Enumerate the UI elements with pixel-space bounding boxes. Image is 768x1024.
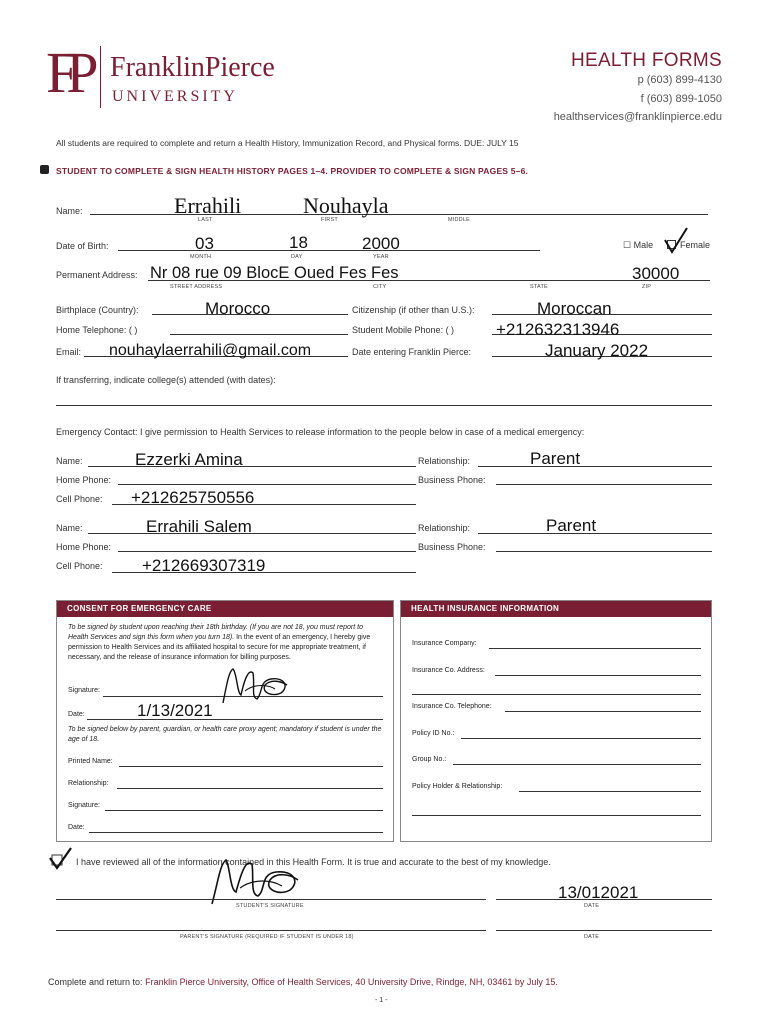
- dob-line[interactable]: [118, 250, 540, 251]
- logo-name: FranklinPierce: [110, 52, 275, 83]
- date-entering-value: January 2022: [545, 341, 649, 360]
- contact1-name-label: Name:: [56, 456, 83, 466]
- insurance-telephone-line[interactable]: [505, 711, 701, 712]
- sub-street: STREET ADDRESS: [170, 284, 223, 290]
- consent-date2-line[interactable]: [89, 832, 383, 833]
- contact2-relationship-value: Parent: [546, 516, 597, 535]
- name-last-value: Errahili: [174, 193, 242, 218]
- emergency-intro: Emergency Contact: I give permission to Health Services to release information to the people below in case of a medical emergency:: [56, 427, 585, 437]
- sub-day: DAY: [291, 254, 303, 260]
- consent-signature-label: Signature:: [68, 687, 100, 694]
- contact2-business-line[interactable]: [496, 551, 712, 552]
- policy-holder-line[interactable]: [519, 791, 701, 792]
- insurance-address-line[interactable]: [495, 675, 701, 676]
- parent-date-label: DATE: [584, 934, 600, 940]
- logo-university: UNIVERSITY: [112, 88, 238, 105]
- logo-monogram: FP: [46, 40, 87, 105]
- contact1-home-line[interactable]: [118, 484, 416, 485]
- policy-holder-line2[interactable]: [412, 815, 701, 816]
- parent-signature-label: PARENT'S SIGNATURE (REQUIRED IF STUDENT IS UNDER 18): [180, 934, 354, 940]
- insurance-company-line[interactable]: [489, 648, 701, 649]
- parent-signature-line[interactable]: [56, 930, 486, 931]
- consent-rest-text: In the event of an emergency, I hereby give permission to Health Services and its affiliated hospital to secure for me appropriate treatment, if necessary, and the release of insurance information for billing purposes.: [68, 634, 371, 661]
- sub-month: MONTH: [190, 254, 212, 260]
- contact2-name-line[interactable]: [88, 533, 416, 534]
- insurance-telephone-label: Insurance Co. Telephone:: [412, 703, 492, 710]
- citizenship-value: Moroccan: [537, 299, 612, 318]
- contact1-relationship-label: Relationship:: [418, 456, 471, 466]
- attest-checkmark-icon: [48, 846, 74, 872]
- consent-date-value: 1/13/2021: [137, 701, 213, 720]
- header-phone: p (603) 899-4130: [637, 74, 722, 86]
- email-value: nouhaylaerrahili@gmail.com: [109, 342, 312, 359]
- consent-italic-text: To be signed by student upon reaching their 18th birthday. (If you are not 18, you must report to Health Services and sign this form when you turn 18).: [68, 624, 363, 641]
- sub-first: FIRST: [321, 217, 338, 223]
- contact2-relationship-label: Relationship:: [418, 523, 471, 533]
- contact1-business-line[interactable]: [496, 484, 712, 485]
- attest-date-value: 13/012021: [558, 883, 639, 902]
- sub-last: LAST: [198, 217, 213, 223]
- student-signature-line[interactable]: [56, 899, 486, 900]
- footer-prefix: Complete and return to:: [48, 977, 143, 987]
- name-first-value: Nouhayla: [303, 193, 389, 218]
- printed-name-label: Printed Name:: [68, 758, 113, 765]
- contact2-name-label: Name:: [56, 523, 83, 533]
- consent-parent-text: To be signed below by parent, guardian, or health care proxy agent; mandatory if student is under the age of 18.: [68, 726, 382, 743]
- citizenship-label: Citizenship (if other than U.S.):: [352, 305, 475, 315]
- student-signature-image-2: [204, 852, 316, 910]
- attest-date-label: DATE: [584, 903, 600, 909]
- header-fax: f (603) 899-1050: [640, 93, 722, 105]
- mobile-value: +212632313946: [496, 320, 620, 339]
- contact1-relationship-line[interactable]: [478, 466, 712, 467]
- transfer-line[interactable]: [56, 405, 712, 406]
- contact1-home-label: Home Phone:: [56, 475, 112, 485]
- checkmark-icon: [662, 226, 690, 256]
- student-signature-label: STUDENT'S SIGNATURE: [236, 903, 304, 909]
- printed-name-line[interactable]: [119, 766, 383, 767]
- sub-year: YEAR: [373, 254, 389, 260]
- sub-middle: MIDDLE: [448, 217, 470, 223]
- insurance-address-line2[interactable]: [412, 694, 701, 695]
- contact1-cell-value: +212625750556: [131, 488, 255, 507]
- instruction-text: STUDENT TO COMPLETE & SIGN HEALTH HISTORY PAGES 1–4. PROVIDER TO COMPLETE & SIGN PAGES 5–6.: [56, 166, 529, 176]
- student-signature-image: [215, 663, 301, 709]
- consent-date2-label: Date:: [68, 824, 85, 831]
- page-number: - 1 -: [375, 997, 388, 1004]
- street-value: Nr 08 rue 09 BlocE Oued Fes Fes: [150, 264, 399, 282]
- attest-text: I have reviewed all of the information contained in this Health Form. It is true and accurate to the best of my knowledge.: [76, 857, 551, 867]
- contact1-business-label: Business Phone:: [418, 475, 486, 485]
- female-label: Female: [680, 240, 711, 250]
- policy-holder-label: Policy Holder & Relationship:: [412, 783, 503, 790]
- zip-value: 30000: [632, 264, 680, 283]
- instruction-bullet: [40, 165, 49, 174]
- birthplace-label: Birthplace (Country):: [56, 305, 139, 315]
- parent-date-line[interactable]: [496, 930, 712, 931]
- group-no-line[interactable]: [453, 764, 701, 765]
- contact2-name-value: Errahili Salem: [146, 517, 252, 536]
- consent-signature2-label: Signature:: [68, 802, 100, 809]
- consent-parent-paragraph: [68, 725, 384, 745]
- dob-label: Date of Birth:: [56, 241, 109, 251]
- email-label: Email:: [56, 347, 82, 357]
- consent-relationship-label: Relationship:: [68, 780, 109, 787]
- transfer-label: If transferring, indicate college(s) attended (with dates):: [56, 375, 276, 385]
- insurance-header: HEALTH INSURANCE INFORMATION: [401, 601, 711, 617]
- dob-day-value: 18: [289, 233, 308, 252]
- footer-text: [48, 977, 558, 987]
- insurance-company-label: Insurance Company:: [412, 640, 477, 647]
- consent-date-line[interactable]: [87, 719, 383, 720]
- footer-address: Franklin Pierce University, Office of Health Services, 40 University Drive, Rindge, NH, 03461 by July 15.: [145, 977, 558, 987]
- contact2-cell-label: Cell Phone:: [56, 561, 103, 571]
- contact2-business-label: Business Phone:: [418, 542, 486, 552]
- sub-state: STATE: [530, 284, 548, 290]
- page-title: HEALTH FORMS: [570, 50, 722, 71]
- consent-relationship-line[interactable]: [117, 788, 383, 789]
- insurance-box: [400, 600, 712, 842]
- logo-divider: [100, 46, 101, 108]
- consent-box: [56, 600, 394, 842]
- consent-header: CONSENT FOR EMERGENCY CARE: [57, 601, 393, 617]
- contact1-cell-label: Cell Phone:: [56, 494, 103, 504]
- dob-month-value: 03: [195, 234, 214, 253]
- sub-city: CITY: [373, 284, 387, 290]
- contact1-relationship-value: Parent: [530, 449, 581, 468]
- group-no-label: Group No.:: [412, 756, 447, 763]
- home-telephone-line[interactable]: [170, 334, 348, 335]
- intro-text: All students are required to complete and return a Health History, Immunization Record, and Physical forms. DUE: JULY 15: [56, 138, 519, 148]
- header-email: healthservices@franklinpierce.edu: [553, 111, 722, 123]
- birthplace-value: Morocco: [205, 299, 271, 318]
- contact2-home-line[interactable]: [118, 551, 416, 552]
- name-label: Name:: [56, 206, 83, 216]
- sub-zip: ZIP: [642, 284, 652, 290]
- male-checkbox[interactable]: ☐ Male: [623, 240, 654, 250]
- consent-paragraph: [68, 623, 384, 663]
- consent-signature2-line[interactable]: [105, 810, 383, 811]
- policy-id-label: Policy ID No.:: [412, 730, 455, 737]
- date-entering-label: Date entering Franklin Pierce:: [352, 347, 472, 357]
- mobile-label: Student Mobile Phone: ( ): [352, 325, 455, 335]
- home-telephone-label: Home Telephone: ( ): [56, 325, 138, 335]
- address-label: Permanent Address:: [56, 270, 138, 280]
- contact2-cell-value: +212669307319: [142, 556, 266, 575]
- policy-id-line[interactable]: [461, 738, 701, 739]
- contact1-name-value: Ezzerki Amina: [135, 450, 243, 469]
- consent-date-label: Date:: [68, 711, 85, 718]
- contact2-home-label: Home Phone:: [56, 542, 112, 552]
- dob-year-value: 2000: [362, 234, 400, 253]
- insurance-address-label: Insurance Co. Address:: [412, 667, 485, 674]
